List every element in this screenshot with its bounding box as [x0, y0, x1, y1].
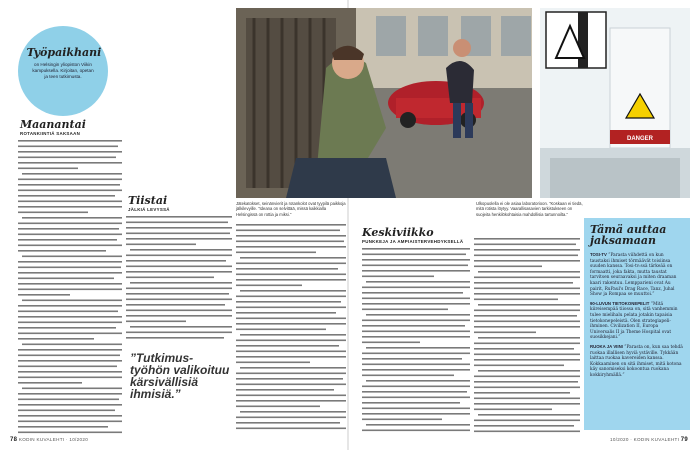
- footer-right: [610, 437, 688, 443]
- sidebar-item-key: TOSI-TV: [590, 252, 607, 257]
- column-2-text-lines: [126, 214, 232, 344]
- wednesday-subheading: PUNKKEJA JA AMPIAISTERVEHDYKSELLÄ: [362, 239, 464, 244]
- sidebar-item: [590, 252, 684, 298]
- column-4-body: [362, 246, 470, 434]
- photo-lab-door: [540, 8, 690, 198]
- footer-right-text: 10/2020 · KODIN KUVALEHTI: [610, 437, 680, 442]
- sidebar-item: [590, 301, 684, 341]
- day-tuesday-heading: Tiistai: [128, 194, 168, 207]
- tuesday-subheading: JÄLKIÄ LEVYSSÄ: [128, 207, 170, 212]
- column-2-body: [126, 214, 232, 344]
- photo-rat-traps-image: [236, 8, 532, 198]
- caption-photo-2: Ulkopuolella ei ole asiaa laboratorioon. ”Koskaan ei tiedä, mitä rotista löytyy. Vaarallisasavien tarkistukseen on suojeita henkilökohtaisia mahdollisia tartunnoilta.”: [476, 201, 583, 217]
- monday-subheading: ROTANKIINTIÄ SAKSAAN: [20, 131, 81, 136]
- column-5-body: [474, 236, 580, 434]
- circle-title: Työpaikhani: [26, 46, 102, 59]
- sidebar-box-list: [590, 252, 684, 378]
- day-wednesday-heading: Keskiviikko: [362, 226, 434, 239]
- photo-rat-traps: [236, 8, 532, 198]
- footer-left: [10, 437, 88, 443]
- footer-left-page: 78: [10, 437, 18, 443]
- column-3-body: [236, 222, 346, 434]
- sidebar-item: [590, 344, 684, 379]
- column-4-text-lines: [362, 246, 470, 434]
- danger-sign: DANGER: [626, 136, 654, 142]
- sidebar-item-text: ”Mitä kiireisempää tiiossa on, sitä vanhemmin tulee mielihalu pelata jotakin tapaisia tietokonepeleistä. Olen strategiapeli-ihminen. Civilization II, Europa Universalis II ja Theme Hospital ovat suosikkejani.”: [590, 301, 678, 341]
- sidebar-box-title: Tämä auttaa jaksamaan: [590, 223, 667, 247]
- footer-left-text: KODIN KUVALEHTI · 10/2020: [18, 437, 89, 442]
- caption-photo-1: Jätekatokset, seinänvierit ja rotankolot ovat tyypilä paikkoja jälkilevyille. ”Ideana on selvittää, missä kaikkialla Helsingissä on rottia ja miksi.”: [236, 201, 346, 217]
- footer-right-page: 79: [680, 437, 689, 443]
- column-3-text-lines: [236, 222, 346, 434]
- column-1-body: [18, 138, 122, 434]
- sidebar-item-key: 90-LUVUN TIETOKONEPELIT: [590, 300, 650, 306]
- column-5-text-lines: [474, 236, 580, 434]
- sidebar-item-key: RUOKA JA VIINI: [590, 343, 623, 349]
- sidebar-box: [584, 218, 690, 430]
- sidebar-item-text: ”Parasta viihdettä on kun taustaksi ihmiset törmäävät toisiinsa suuden kanssa. Tosi-tv:ssä tärkeää on formaatti, joka fakta, mutta taustat tarvitsen seuraavaksi ja miten draaman kaari rakentuu. Lempparieni ovat Au pairit, RuPaul's Drag Race, Tanz, Juhal Show ja Rompaa se muuttoi.”: [590, 253, 677, 298]
- sidebar-item-text: ”Parasta on, kun saa tehdä ruokaa illallisen hyviä ystäville. Tykkään laittaa ruokaa kavereiden kanssa. Kokkaaminen on sitä ihmiset, mitä kotona käy sanomiseksi kokoontua ruokana kokkiryhmällä.”: [590, 344, 683, 378]
- photo-lab-door-image: [540, 8, 690, 198]
- circle-text: on Helsingin yliopiston Viikin kampuksella. Kirjoitan, opetan ja teen tutkimusta.: [32, 62, 94, 79]
- column-1-text-lines: [18, 138, 122, 434]
- day-monday-heading: Maanantai: [20, 118, 86, 131]
- pull-quote: ”Tutkimus-työhön valikoituu kärsivällisiä ihmisiä.”: [130, 351, 230, 401]
